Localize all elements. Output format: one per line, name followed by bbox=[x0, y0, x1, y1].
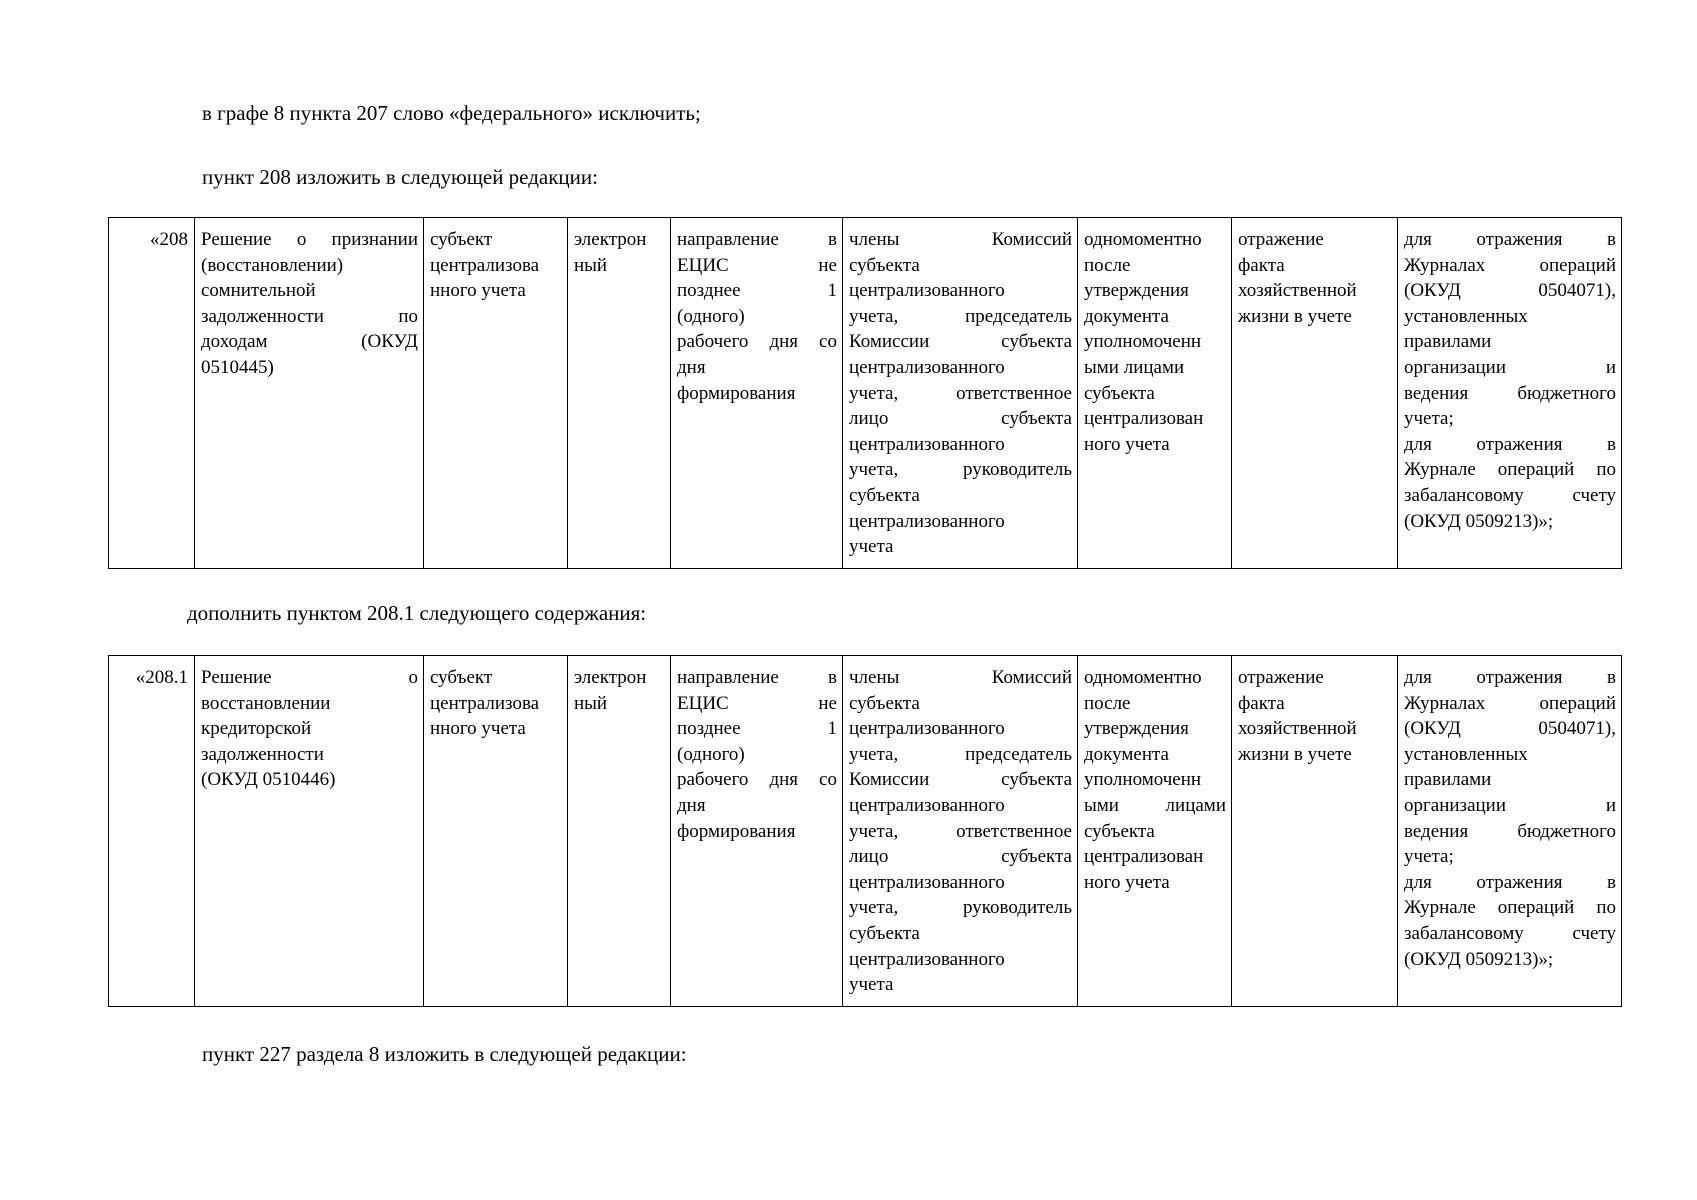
text-line: члены Комиссий bbox=[849, 229, 1072, 250]
text-line: уполномоченн bbox=[1084, 769, 1202, 791]
text-line: учета bbox=[849, 536, 894, 558]
cell-format bbox=[568, 656, 671, 1007]
text-line: сомнительной bbox=[201, 280, 316, 302]
text-line: жизни в учете bbox=[1238, 305, 1352, 327]
text-line: нного учета bbox=[430, 718, 526, 740]
text-line: для отражения в bbox=[1404, 433, 1616, 455]
text-line: централизован bbox=[1084, 408, 1204, 430]
text-line: направление в bbox=[677, 229, 837, 250]
text-line: уполномоченн bbox=[1084, 331, 1202, 353]
text-line: (ОКУД 0509213)»; bbox=[1404, 948, 1554, 970]
text-line: субъект bbox=[430, 667, 493, 688]
text-line: отражение bbox=[1238, 667, 1324, 688]
text-line: (одного) bbox=[677, 743, 745, 765]
text-line: рабочего дня со bbox=[677, 331, 837, 353]
cell-signers bbox=[843, 656, 1078, 1007]
cell-document-name bbox=[195, 656, 424, 1007]
text-line: учета, председатель bbox=[849, 743, 1072, 765]
text-line: забалансовому счету bbox=[1404, 922, 1616, 944]
text-line: централизованного bbox=[849, 433, 1005, 455]
cell-signers bbox=[843, 218, 1078, 569]
text-line: правилами bbox=[1404, 331, 1492, 353]
text-line: Решение о bbox=[201, 667, 418, 688]
cell-document-name bbox=[195, 218, 424, 569]
text-line: кредиторской bbox=[201, 718, 312, 740]
text-line: факта bbox=[1238, 692, 1285, 714]
text-line: организации и bbox=[1404, 356, 1616, 378]
text-line: установленных bbox=[1404, 305, 1528, 327]
text-line: установленных bbox=[1404, 743, 1528, 765]
text-line: субъекта bbox=[849, 484, 920, 506]
text-line: отражение bbox=[1238, 229, 1324, 250]
cell-purpose bbox=[1232, 656, 1398, 1007]
cell-timing bbox=[1078, 218, 1232, 569]
text-line: ного учета bbox=[1084, 433, 1170, 455]
text-line: жизни в учете bbox=[1238, 743, 1352, 765]
text-line: субъект bbox=[430, 229, 493, 250]
text-line: одномоментно bbox=[1084, 667, 1202, 688]
text-line: позднее 1 bbox=[677, 280, 837, 302]
text-line: централизова bbox=[430, 692, 540, 714]
text-line: Журнале операций по bbox=[1404, 459, 1616, 481]
text-line: Журналах операций bbox=[1404, 254, 1616, 276]
text-line: (ОКУД 0504071), bbox=[1404, 280, 1616, 302]
text-line: лицо субъекта bbox=[849, 846, 1072, 868]
cell-format bbox=[568, 218, 671, 569]
text-line: субъекта bbox=[849, 254, 920, 276]
text-line: ный bbox=[574, 254, 608, 276]
text-line: рабочего дня со bbox=[677, 769, 837, 791]
text-line: одномоментно bbox=[1084, 229, 1202, 250]
text-line: лицо субъекта bbox=[849, 408, 1072, 430]
text-line: члены Комиссий bbox=[849, 667, 1072, 688]
text-line: ведения бюджетного bbox=[1404, 820, 1616, 842]
text-line: (ОКУД 0510446) bbox=[201, 769, 336, 791]
paragraph-amend-208: пункт 208 изложить в следующей редакции: bbox=[202, 165, 598, 189]
text-line: доходам (ОКУД bbox=[201, 331, 418, 353]
cell-item-number: «208 bbox=[109, 218, 195, 569]
text-line: для отражения в bbox=[1404, 871, 1616, 893]
text-line: централизова bbox=[430, 254, 540, 276]
text-line: хозяйственной bbox=[1238, 280, 1357, 302]
text-line: централизованного bbox=[849, 948, 1005, 970]
text-line: задолженности по bbox=[201, 305, 418, 327]
text-line: централизованного bbox=[849, 871, 1005, 893]
text-line: формирования bbox=[677, 820, 796, 842]
paragraph-amend-207: в графе 8 пункта 207 слово «федерального» исключить; bbox=[202, 101, 701, 125]
text-line: ного учета bbox=[1084, 871, 1170, 893]
text-line: (восстановлении) bbox=[201, 254, 344, 276]
text-line: дня bbox=[677, 794, 706, 816]
text-line: Комиссии субъекта bbox=[849, 769, 1072, 791]
paragraph-amend-227: пункт 227 раздела 8 изложить в следующей редакции: bbox=[202, 1042, 687, 1066]
text-line: (ОКУД 0504071), bbox=[1404, 718, 1616, 740]
text-line: централизован bbox=[1084, 846, 1204, 868]
text-line: ЕЦИС не bbox=[677, 254, 837, 276]
cell-registers bbox=[1398, 218, 1622, 569]
text-line: ведения бюджетного bbox=[1404, 382, 1616, 404]
text-line: (ОКУД 0509213)»; bbox=[1404, 510, 1554, 532]
text-line: Журнале операций по bbox=[1404, 897, 1616, 919]
text-line: централизованного bbox=[849, 280, 1005, 302]
text-line: учета, ответственное bbox=[849, 382, 1072, 404]
text-line: правилами bbox=[1404, 769, 1492, 791]
text-line: для отражения в bbox=[1404, 667, 1616, 688]
text-line: ЕЦИС не bbox=[677, 692, 837, 714]
text-line: формирования bbox=[677, 382, 796, 404]
text-line: субъекта bbox=[1084, 382, 1155, 404]
text-line: субъекта bbox=[849, 692, 920, 714]
text-line: для отражения в bbox=[1404, 229, 1616, 250]
table-row bbox=[109, 656, 1622, 1007]
text-line: после bbox=[1084, 254, 1131, 276]
text-line: нного учета bbox=[430, 280, 526, 302]
cell-author bbox=[424, 218, 568, 569]
text-line: учета; bbox=[1404, 408, 1454, 430]
table-item-208 bbox=[108, 217, 1622, 569]
text-line: восстановлении bbox=[201, 692, 331, 714]
text-line: учета; bbox=[1404, 846, 1454, 868]
text-line: централизованного bbox=[849, 718, 1005, 740]
text-line: электрон bbox=[574, 229, 647, 250]
text-line: субъекта bbox=[1084, 820, 1155, 842]
text-line: организации и bbox=[1404, 794, 1616, 816]
text-line: направление в bbox=[677, 667, 837, 688]
paragraph-add-208-1: дополнить пунктом 208.1 следующего содержания: bbox=[187, 601, 647, 625]
text-line: Решение о признании bbox=[201, 229, 418, 250]
text-line: (одного) bbox=[677, 305, 745, 327]
text-line: учета, ответственное bbox=[849, 820, 1072, 842]
text-line: учета, председатель bbox=[849, 305, 1072, 327]
text-line: позднее 1 bbox=[677, 718, 837, 740]
text-line: задолженности bbox=[201, 743, 324, 765]
text-line: забалансовому счету bbox=[1404, 484, 1616, 506]
text-line: Комиссии субъекта bbox=[849, 331, 1072, 353]
text-line: субъекта bbox=[849, 922, 920, 944]
text-line: ыми лицами bbox=[1084, 356, 1185, 378]
text-line: учета, руководитель bbox=[849, 897, 1072, 919]
table-item-208-1 bbox=[108, 655, 1622, 1007]
cell-timing bbox=[1078, 656, 1232, 1007]
table-row bbox=[109, 218, 1622, 569]
text-line: 0510445) bbox=[201, 356, 274, 378]
text-line: централизованного bbox=[849, 356, 1005, 378]
cell-deadline bbox=[671, 656, 843, 1007]
cell-registers bbox=[1398, 656, 1622, 1007]
text-line: утверждения bbox=[1084, 280, 1189, 302]
cell-deadline bbox=[671, 218, 843, 569]
cell-author bbox=[424, 656, 568, 1007]
text-line: ыми лицами bbox=[1084, 794, 1226, 816]
text-line: учета bbox=[849, 974, 894, 996]
text-line: документа bbox=[1084, 743, 1169, 765]
text-line: централизованного bbox=[849, 510, 1005, 532]
text-line: хозяйственной bbox=[1238, 718, 1357, 740]
text-line: учета, руководитель bbox=[849, 459, 1072, 481]
text-line: электрон bbox=[574, 667, 647, 688]
text-line: документа bbox=[1084, 305, 1169, 327]
cell-item-number: «208.1 bbox=[109, 656, 195, 1007]
text-line: после bbox=[1084, 692, 1131, 714]
text-line: дня bbox=[677, 356, 706, 378]
cell-purpose bbox=[1232, 218, 1398, 569]
text-line: централизованного bbox=[849, 794, 1005, 816]
text-line: Журналах операций bbox=[1404, 692, 1616, 714]
text-line: факта bbox=[1238, 254, 1285, 276]
text-line: утверждения bbox=[1084, 718, 1189, 740]
text-line: ный bbox=[574, 692, 608, 714]
